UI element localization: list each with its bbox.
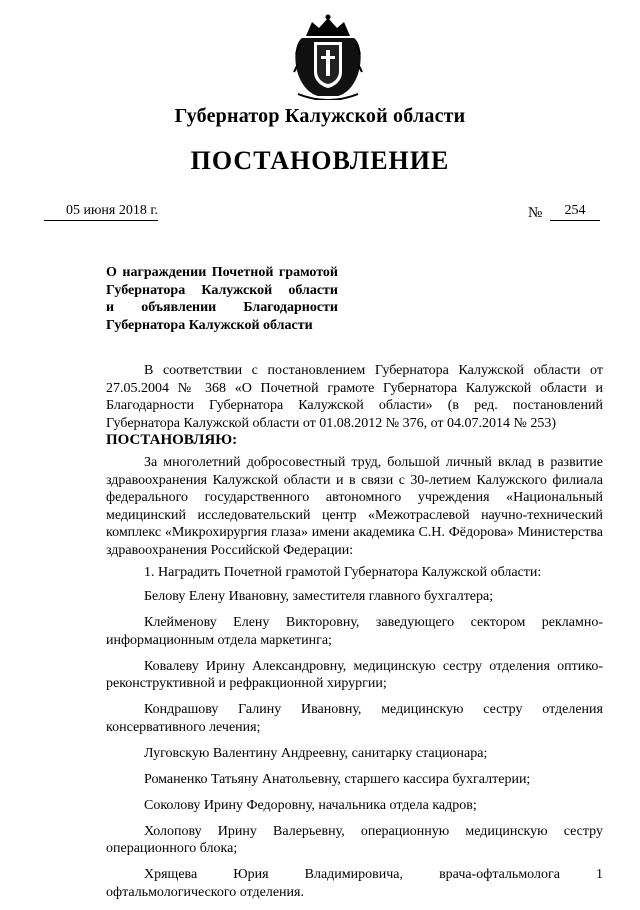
awardee: Клейменову Елену Викторовну, заведующего сектором рекламно-информационным отдела маркетинга;	[106, 615, 603, 648]
item-1: 1. Наградить Почетной грамотой Губернатора Калужской области:	[144, 564, 542, 580]
intro-paragraph: За многолетний добросовестный труд, большой личный вклад в развитие здравоохранения Калужской области и в связи с 30-летием Калужского филиала федерального государственного автономного учреждения «Национальный медицинский исследовательский центр «Межотраслевой научно-технический комплекс «Микрохирургия глаза» имени академика С.Н. Фёдорова» Министерства здравоохранения Российской Федерации:	[106, 454, 603, 558]
awardee: Луговскую Валентину Андреевну, санитарку стационара;	[144, 745, 488, 761]
document-body	[106, 362, 603, 910]
subject-block	[106, 264, 338, 334]
number-label: №	[528, 205, 543, 221]
awardee: Кондрашову Галину Ивановну, медицинскую сестру отделения консервативного лечения;	[106, 702, 603, 735]
document-type: ПОСТАНОВЛЕНИЕ	[190, 146, 450, 175]
decree-word: ПОСТАНОВЛЯЮ:	[106, 432, 238, 449]
subject-line: Губернатора Калужской области	[106, 282, 338, 298]
awardee: Холопову Ирину Валерьевну, операционную медицинскую сестру операционного блока;	[106, 823, 603, 857]
preamble: В соответствии с постановлением Губернатора Калужской области от 27.05.2004 № 368 «О Почетной грамоте Губернатора Калужской области и Благодарности Губернатора Калужской области» (в ред. постановлений Губернатора Калужской области от 01.08.2012 № 376, от 04.07.2014 № 253)	[106, 363, 603, 431]
subject-line: Губернатора Калужской области	[106, 317, 313, 333]
subject-line: и объявлении Благодарности	[106, 300, 338, 315]
awardee: Ковалеву Ирину Александровну, медицинскую сестру отделения оптико-реконструктивной и рефракционной хирургии;	[106, 658, 603, 692]
awardee: Белову Елену Ивановну, заместителя главного бухгалтера;	[144, 589, 494, 605]
document-number: 254	[550, 203, 600, 221]
org-title: Губернатор Калужской области	[174, 105, 466, 127]
document-date: 05 июня 2018 г.	[44, 203, 158, 221]
subject-line: О награждении Почетной грамотой	[106, 265, 338, 280]
awardee: Хрящева Юрия Владимировича, врача-офтальмолога 1 офтальмологического отделения.	[106, 867, 603, 900]
awardee: Романенко Татьяну Анатольевну, старшего кассира бухгалтерии;	[144, 771, 531, 787]
awardee: Соколову Ирину Федоровну, начальника отдела кадров;	[144, 797, 477, 813]
coat-of-arms-icon	[292, 14, 364, 100]
